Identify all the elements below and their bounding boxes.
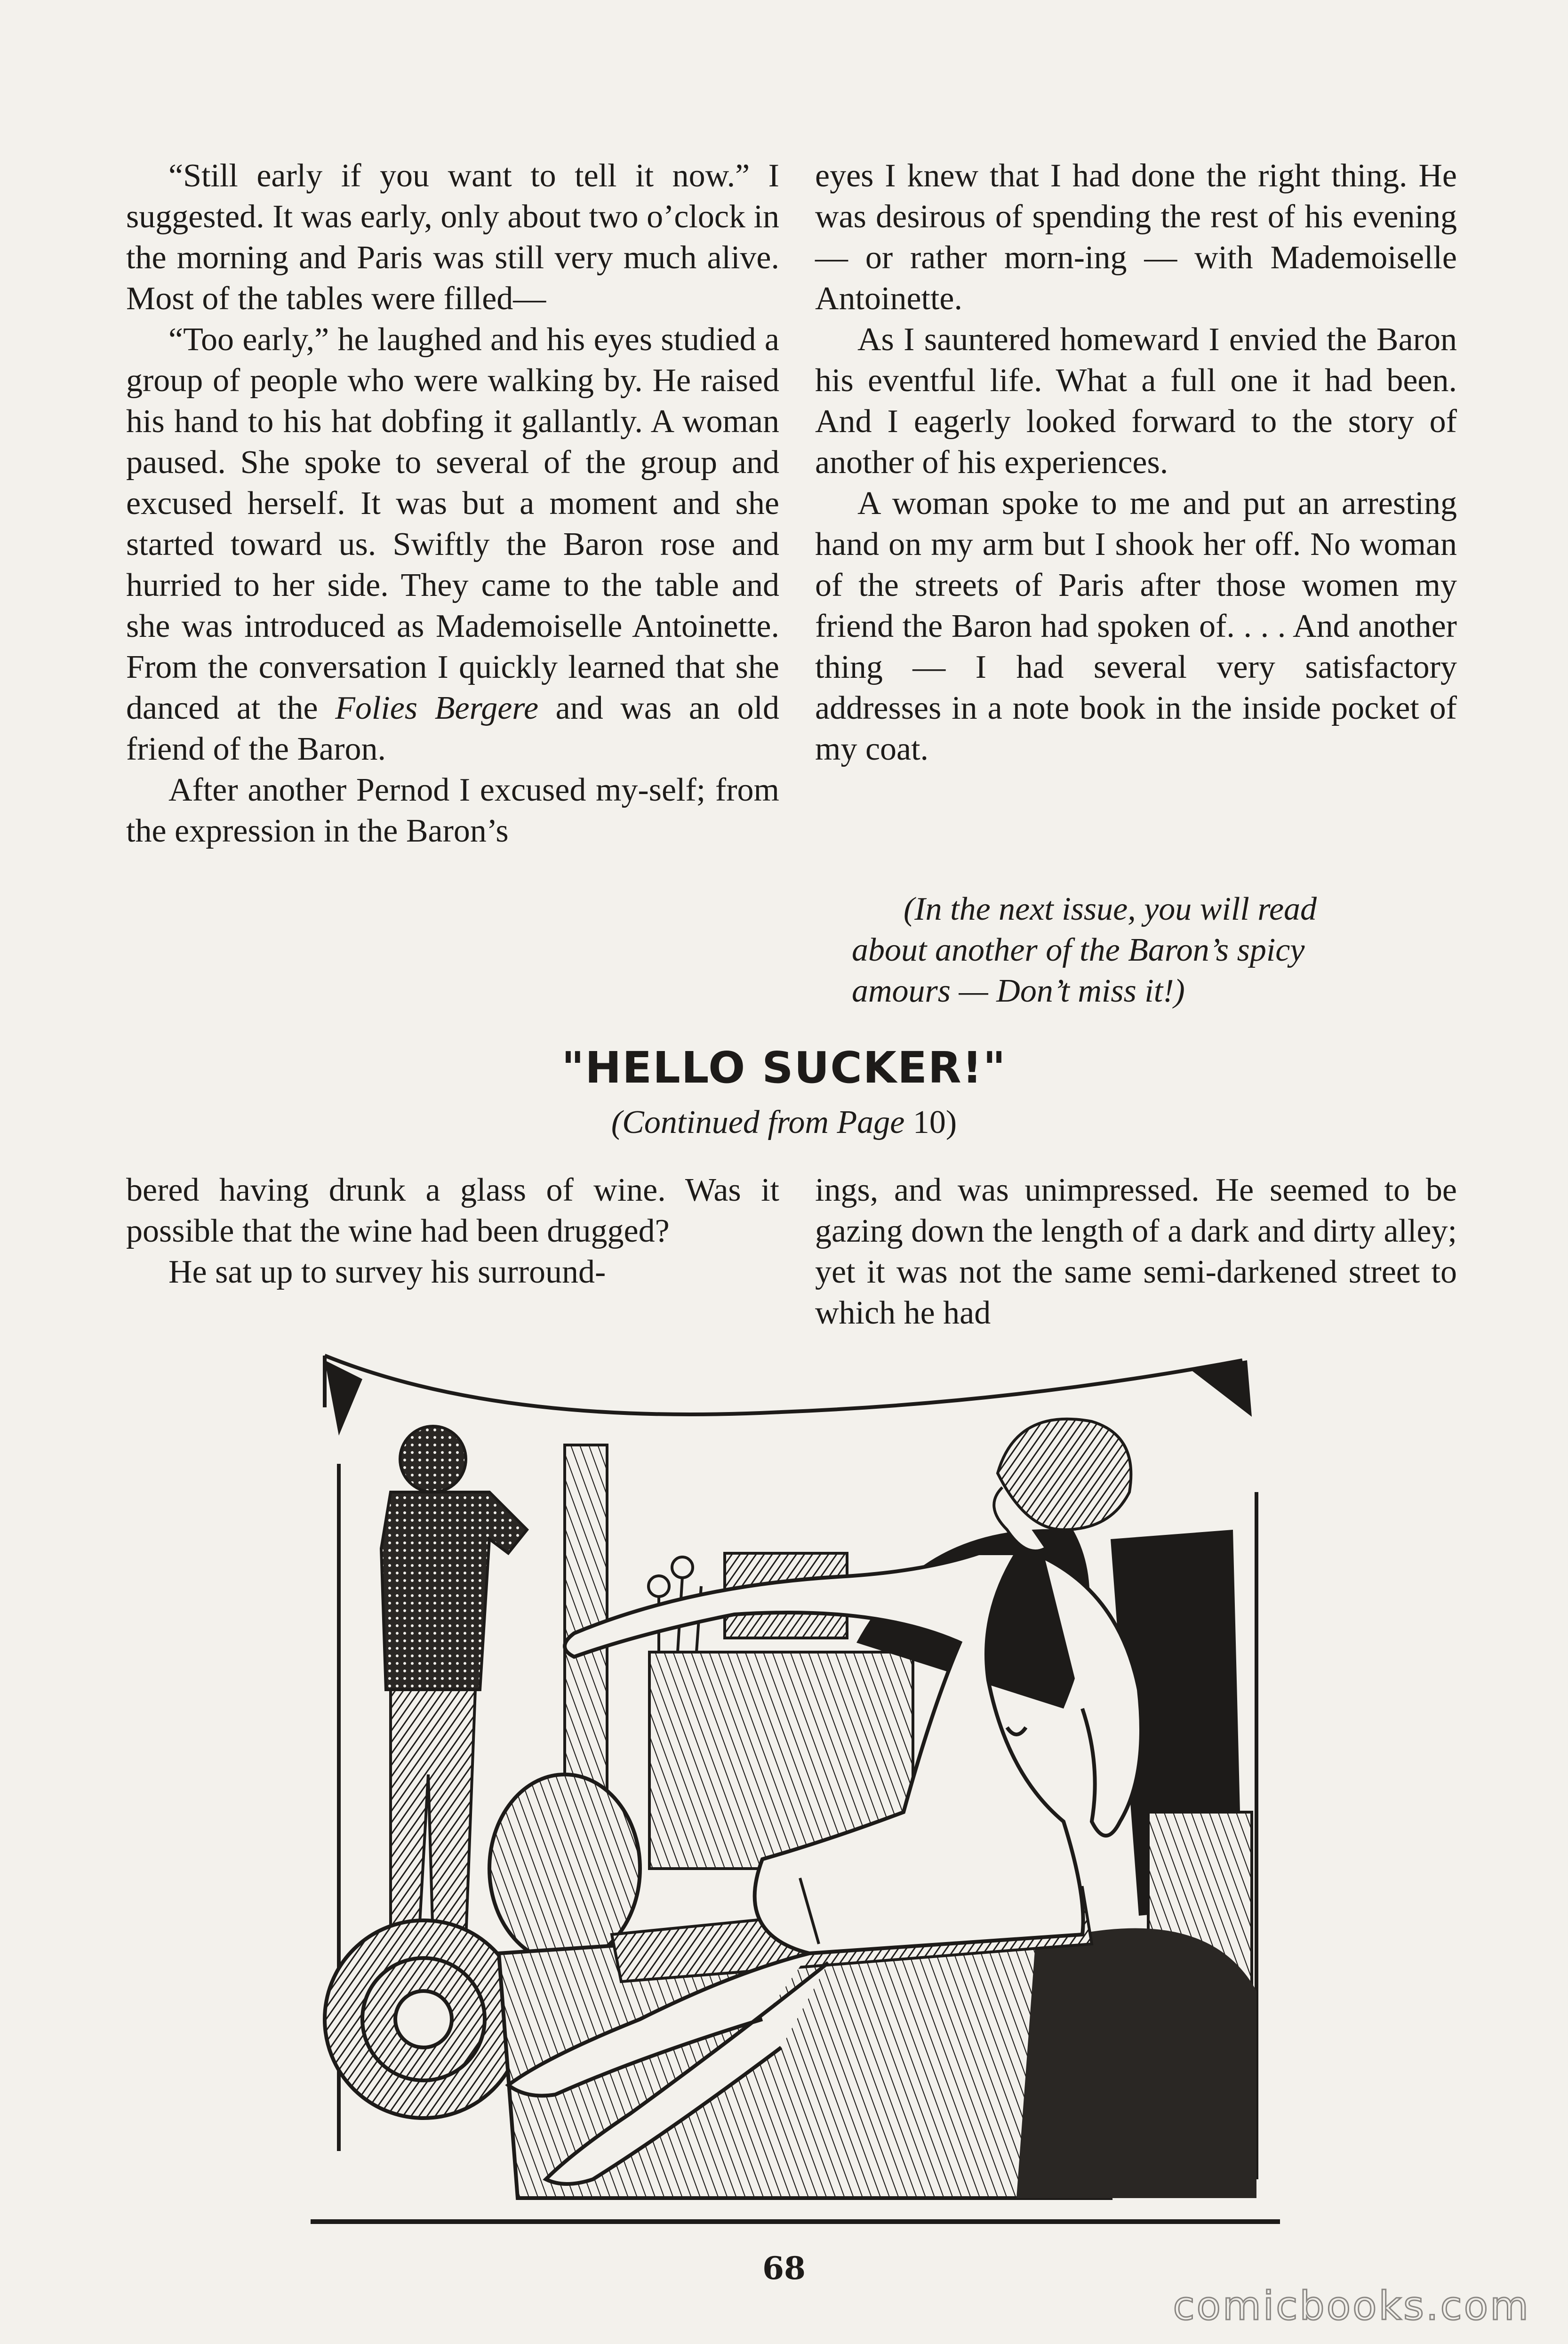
- paragraph: After another Pernod I excused my-self; from the expression in the Baron’s: [126, 772, 779, 849]
- venue-name: Folies Bergere: [335, 690, 539, 726]
- paragraph: “Still early if you want to tell it now.” I suggested. It was early, only about two o’clock in the morning and Paris was still very much alive. Most of the tables were filled—: [126, 158, 779, 317]
- paragraph: eyes I knew that I had done the right thing. He was desirous of spending the rest of his evening — or rather morn-ing — with Mademoiselle Antoinette.: [815, 158, 1457, 317]
- article-left-column: [126, 155, 779, 851]
- note-line: (In the next issue, you will read: [904, 891, 1317, 927]
- story-left-column: [126, 1170, 779, 1292]
- article-right-column: [815, 155, 1457, 770]
- paragraph: “Too early,” he laughed and his eyes studied a group of people who were walking by. He raised his hand to his hat dobfing it gallantly. A woman paused. She spoke to several of the group and excused herself. It was but a moment and she started toward us. Swiftly the Baron rose and hurried to her side. They came to the table and she was introduced as Mademoiselle Antoinette. From the conversation I quickly learned that she danced at the Folies Bergere and was an old friend of the Baron.: [126, 321, 779, 767]
- paragraph: As I sauntered homeward I envied the Baron his eventful life. What a full one it had been. And I eagerly looked forward to the story of another of his experiences.: [815, 321, 1457, 481]
- paragraph: He sat up to survey his surround-: [168, 1254, 606, 1290]
- next-issue-note: [852, 889, 1435, 1011]
- note-line: amours — Don’t miss it!): [852, 973, 1185, 1009]
- paragraph: ings, and was unimpressed. He seemed to be gazing down the length of a dark and dirty alley; yet it was not the same semi-darkened street to which he had: [815, 1172, 1457, 1331]
- paragraph: A woman spoke to me and put an arresting hand on my arm but I shook her off. No woman of the streets of Paris after those women my friend the Baron had spoken of. . . . And another thing — I had several very satisfactory addresses in a note book in the inside pocket of my coat.: [815, 485, 1457, 767]
- paragraph: bered having drunk a glass of wine. Was it possible that the wine had been drugged?: [126, 1172, 779, 1249]
- story-title: "HELLO SUCKER!": [561, 1043, 1007, 1093]
- story-right-column: [815, 1170, 1457, 1333]
- page-number: 68: [762, 2250, 806, 2287]
- woodcut-illustration: [311, 1351, 1280, 2226]
- continued-line: (Continued from Page 10): [611, 1104, 957, 1140]
- illustration-image: [311, 1351, 1280, 2226]
- watermark: comicbooks.com: [1173, 2283, 1530, 2329]
- note-line: about another of the Baron’s spicy: [852, 932, 1305, 968]
